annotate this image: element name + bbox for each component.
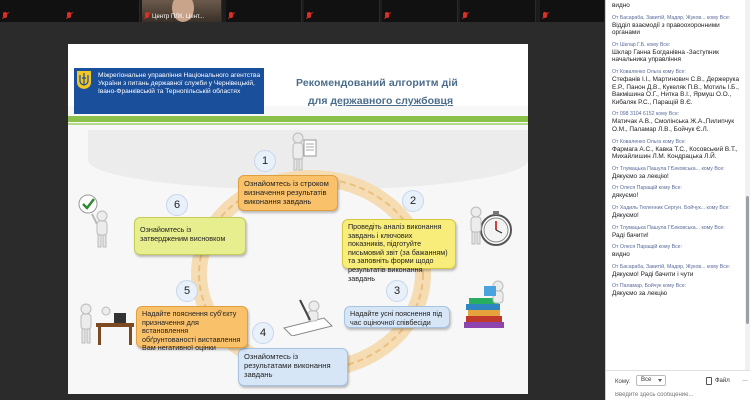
- chat-message-sender: От Паламар, Бойчук кому Все:: [612, 283, 687, 290]
- title-underline-bar-thin: [68, 123, 528, 125]
- file-button-label: Файл: [715, 377, 730, 384]
- people-at-desk-icon: [76, 299, 138, 349]
- chat-message-text: видно: [612, 2, 630, 9]
- chat-message: [612, 185, 741, 200]
- chat-message: [612, 205, 741, 220]
- chat-message-text: Дякуємо за лекцію: [612, 290, 668, 298]
- participant-tile[interactable]: [540, 0, 605, 22]
- participant-name: Центр ПЛК. Цент...: [152, 14, 205, 20]
- chat-message-text: Дякуємо!: [612, 211, 639, 219]
- organization-name: Міжрегіональне управління Національного агентства України з питань державної служби у Чернівецькій, Івано-Франківській та Тернопільській областях: [98, 72, 261, 96]
- chat-message-sender: От Коваленко Ольга кому Все:: [612, 68, 686, 75]
- step-number-4: 4: [252, 322, 274, 344]
- chat-message: [612, 244, 741, 259]
- chat-panel: [605, 0, 750, 400]
- participant-tile[interactable]: [382, 0, 458, 22]
- participant-tile[interactable]: [226, 0, 302, 22]
- title-underline-bar: [68, 116, 528, 122]
- participant-tile[interactable]: [304, 0, 380, 22]
- file-icon: [706, 377, 712, 385]
- chat-message-sender: От Басараба, Завитій, Мадяр, Жуков... кому Все:: [612, 263, 731, 270]
- slide-title-line1: Рекомендований алгоритм дій: [296, 77, 458, 89]
- chat-message-text: Фармага А.С., Кавка Т.С., Косовський В.Т., Михайлишин Л.М. Кондрацька Л.Й.: [612, 145, 738, 161]
- chat-footer: [606, 370, 750, 400]
- more-options-icon[interactable]: ...: [742, 376, 748, 383]
- file-button[interactable]: [706, 375, 730, 386]
- chat-message-sender: От Басараба, Завитій, Мадяр, Жуков... кому Все:: [612, 14, 731, 21]
- chat-message: [612, 264, 741, 279]
- chat-message-sender: От 098 3104 6152 кому Все:: [612, 111, 680, 118]
- recipient-select[interactable]: [636, 375, 666, 386]
- recipient-label: Кому:: [615, 379, 631, 385]
- chat-message-sender: От Коваленко Ольга кому Все:: [612, 138, 686, 145]
- step-number-1: 1: [254, 150, 276, 172]
- participant-tile-active-camera[interactable]: [142, 0, 222, 22]
- chat-message-text: дякуємо!: [612, 192, 639, 200]
- chat-message-sender: От Олеся Паращій кому Все:: [612, 244, 682, 251]
- chat-message: [612, 283, 741, 298]
- chat-scrollbar[interactable]: [745, 0, 750, 370]
- coat-of-arms-icon: [76, 70, 92, 90]
- chat-message: [612, 42, 741, 64]
- chat-message-text: Дякуємо за лекцію!: [612, 172, 669, 180]
- chat-message-text: Відділ взаємодії з правоохоронними органами: [612, 21, 720, 37]
- person-reading-books-icon: [460, 276, 520, 338]
- chat-message-text: видно: [612, 251, 630, 259]
- chat-message: [612, 225, 741, 240]
- step-5-box: Надайте пояснення суб'єкту призначення для встановлення обґрунтованості виставлення Вам негативної оцінки: [136, 306, 248, 348]
- chat-message: [612, 111, 741, 133]
- slide-title-line2: для державного службовця: [308, 95, 454, 107]
- chat-message-text: Раді бачити!: [612, 231, 649, 239]
- chat-scrollbar-thumb[interactable]: [746, 196, 749, 324]
- chat-message: [612, 2, 741, 10]
- person-writing-icon: [280, 296, 334, 336]
- chat-message: [612, 69, 741, 106]
- muted-mic-icon: [306, 12, 312, 20]
- person-reading-document-icon: [286, 130, 320, 172]
- chat-message-input[interactable]: [615, 390, 745, 400]
- chat-message-sender: От Хадиль Тюленник Сергун. Бойчук... кому Все:: [612, 204, 730, 211]
- step-4-box: Ознайомтесь із результатами виконання завдань: [238, 348, 348, 386]
- muted-mic-icon: [144, 12, 150, 20]
- chat-message-sender: От Тлумацька Пашула ГЄековська... кому Все:: [612, 165, 725, 172]
- chat-message: [612, 139, 741, 161]
- recipient-value: Все: [641, 377, 652, 383]
- participant-tile[interactable]: [64, 0, 140, 22]
- muted-mic-icon: [66, 12, 72, 20]
- chat-message-sender: От Тлумацька Пашула ГЄековська... кому Все:: [612, 224, 725, 231]
- step-number-6: 6: [166, 194, 188, 216]
- person-with-checkmark-icon: [76, 194, 118, 248]
- step-1-box: Ознайомтесь із строком визначення результатів виконання завдань: [238, 175, 338, 211]
- chat-message: [612, 15, 741, 37]
- step-2-box: Проведіть аналіз виконання завдань і ключових показників, підготуйте письмовий звіт (за бажанням) та заповніть форми щодо результатів виконання завдань: [342, 219, 456, 269]
- chat-message-text: Дякуємо! Раді бачити і чути: [612, 270, 694, 278]
- chevron-down-icon: [658, 379, 662, 382]
- chat-message-text: Стефанів І.І., Мартинович С.В., Держерука Е.Р., Панон Д.В., Кукеляк П.В., Мотиль І.Б., Вакмішина О.Г., Нитка В.І., Ярмуш О.О., Кибаляк Р.С., Паращій В.Є.: [612, 75, 740, 106]
- step-number-2: 2: [402, 190, 424, 212]
- chat-message-sender: От Шклар Г.Б. кому Все:: [612, 41, 671, 48]
- chat-message-list[interactable]: [606, 0, 745, 370]
- step-number-5: 5: [176, 280, 198, 302]
- step-6-box: Ознайомтесь із затвердженим висновком: [134, 217, 246, 255]
- muted-mic-icon: [228, 12, 234, 20]
- muted-mic-icon: [542, 12, 548, 20]
- chat-message-text: Матичак А.В., Смолінська Ж.А.,Пилипчук О.М., Паламар Л.В., Бойчук Є.Л.: [612, 118, 735, 133]
- muted-mic-icon: [2, 12, 8, 20]
- chat-message-text: Шклар Ганна Богданівна -Заступник начальника управління: [612, 48, 719, 64]
- participant-tile[interactable]: [460, 0, 536, 22]
- person-with-stopwatch-icon: [466, 202, 514, 252]
- shared-screen-area: [0, 22, 605, 400]
- step-number-3: 3: [386, 280, 408, 302]
- muted-mic-icon: [462, 12, 468, 20]
- muted-mic-icon: [384, 12, 390, 20]
- chat-message: [612, 166, 741, 181]
- presentation-slide: [68, 44, 528, 394]
- step-3-box: Надайте усні пояснення під час оціночної співбесіди: [344, 306, 450, 328]
- chat-message-sender: От Олеся Паращій кому Все:: [612, 185, 682, 192]
- participant-strip: [0, 0, 605, 22]
